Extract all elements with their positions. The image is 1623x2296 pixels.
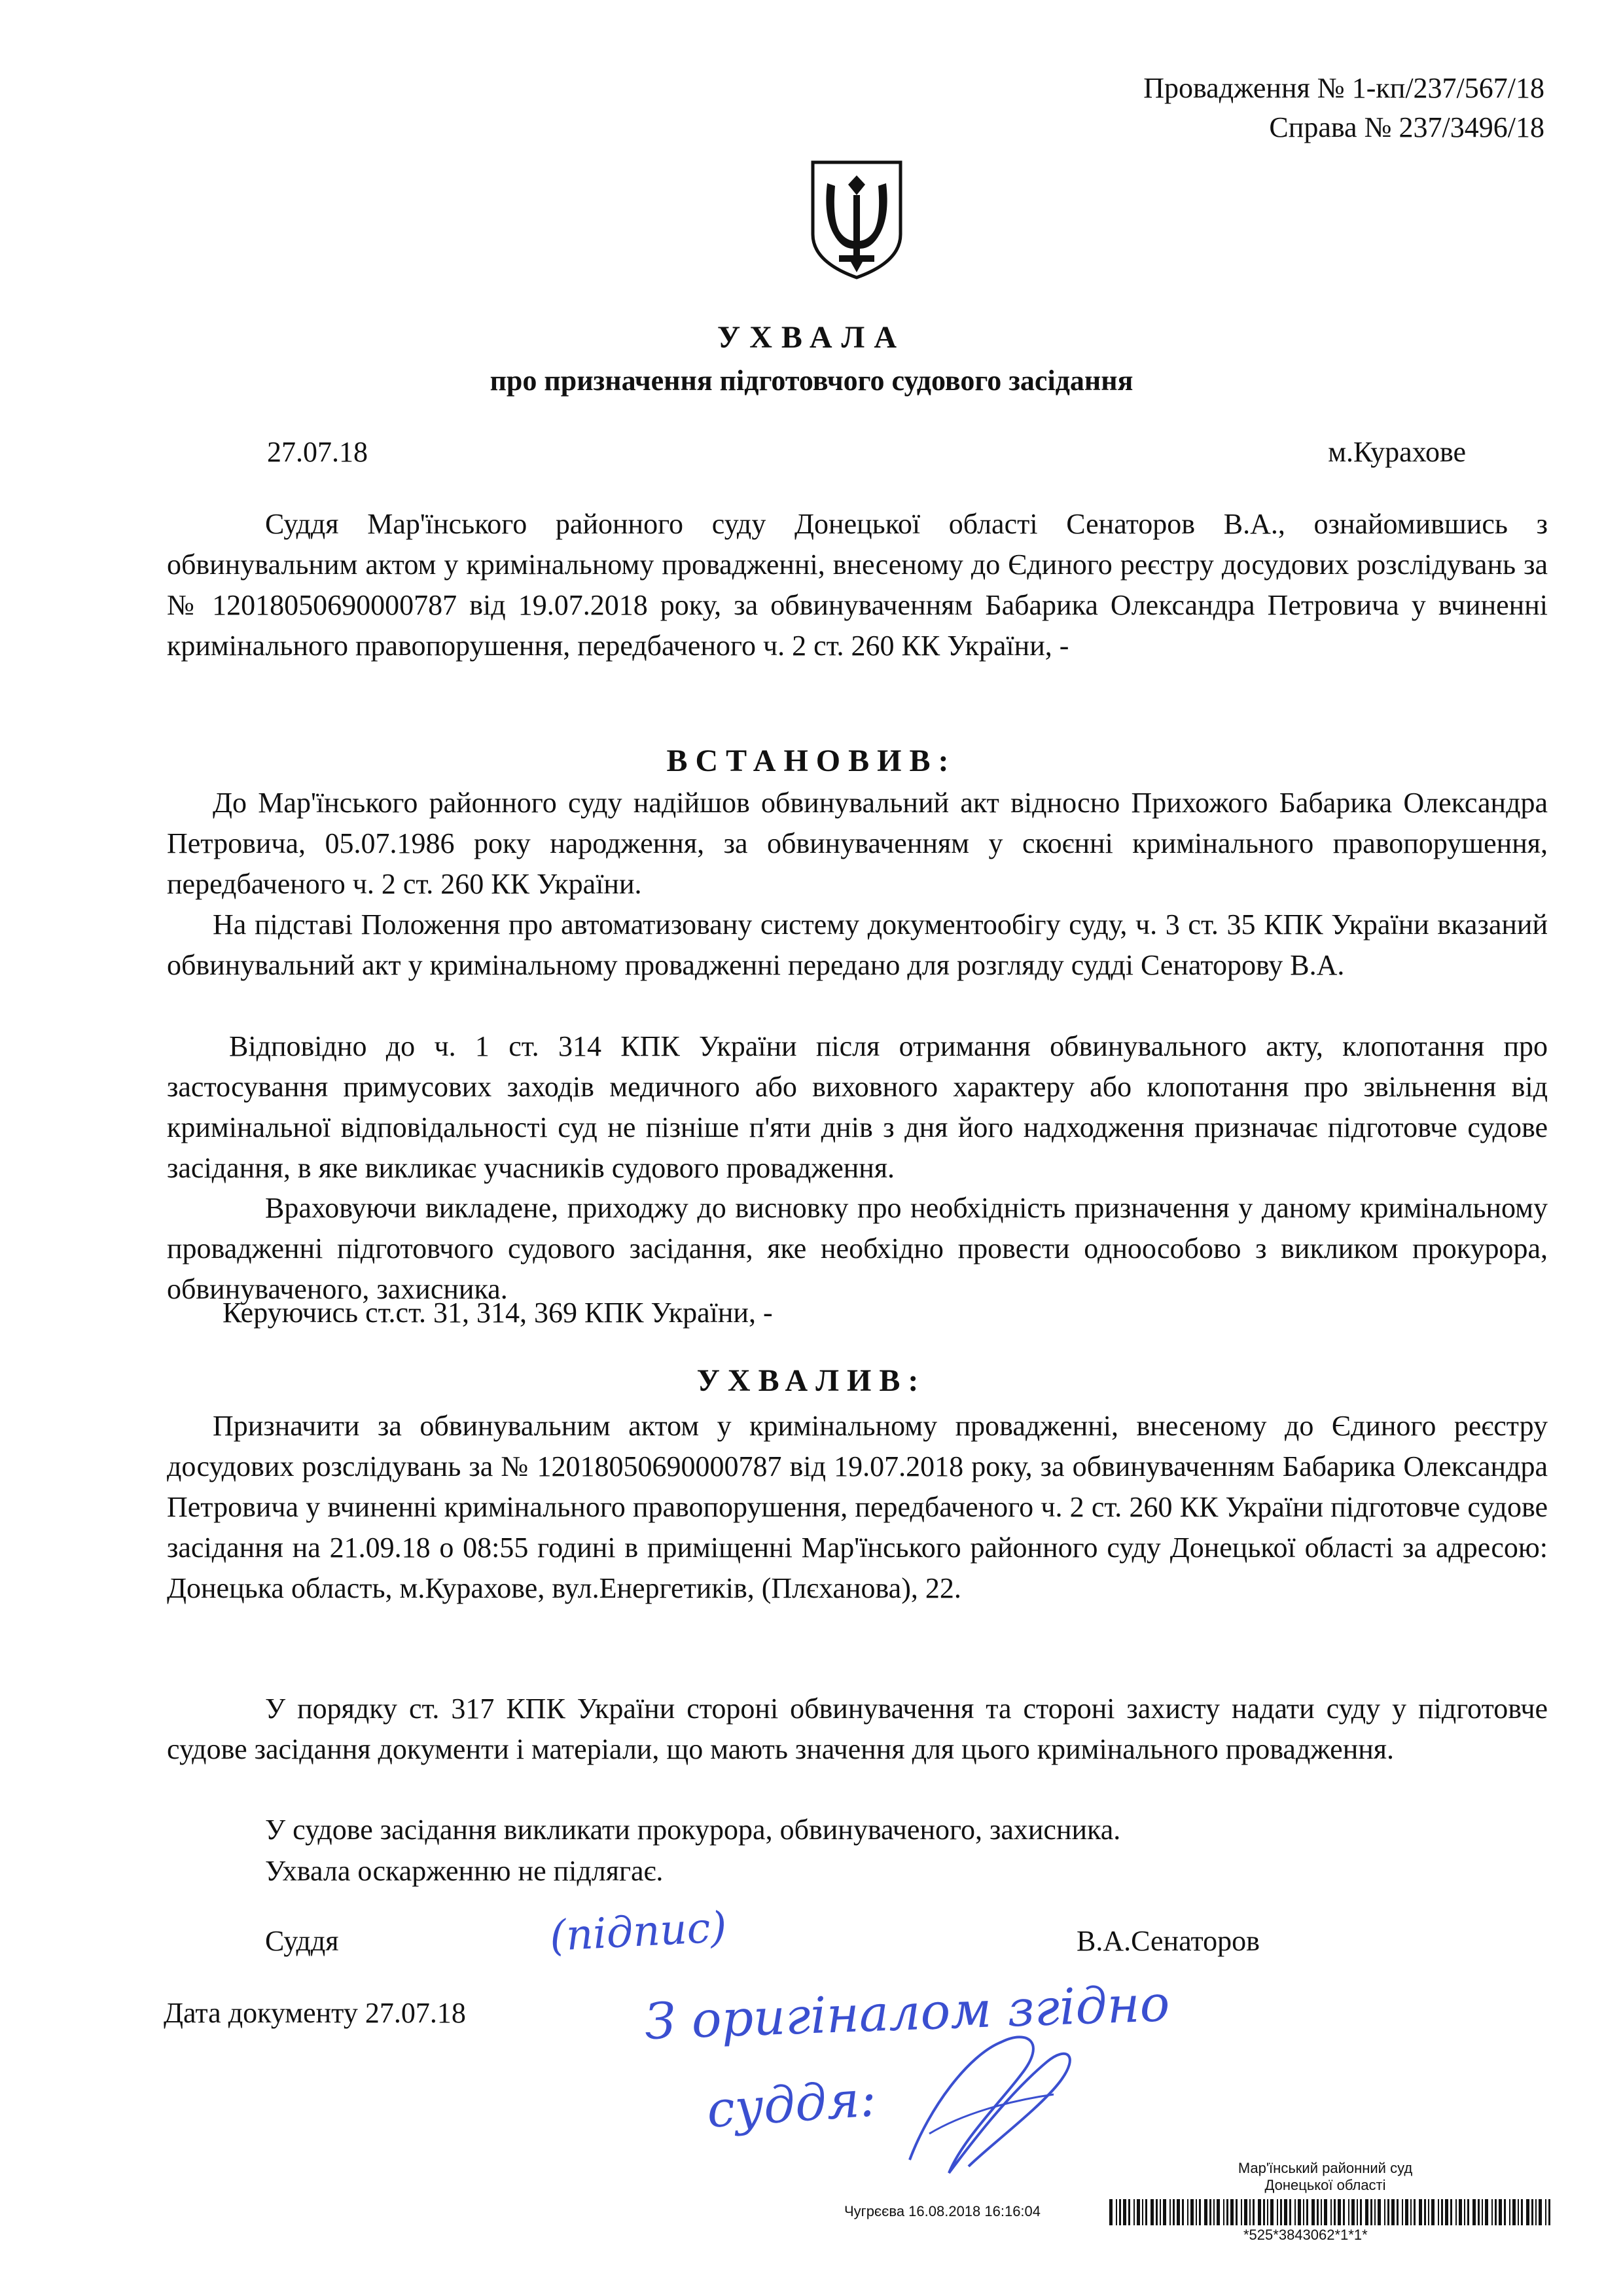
ruled-paragraph-4: Ухвала оскарженню не підлягає. bbox=[265, 1855, 664, 1887]
barcode-bar bbox=[1190, 2199, 1194, 2225]
ruled-paragraph-3: У судове засідання викликати прокурора, обвинуваченого, захисника. bbox=[265, 1814, 1121, 1846]
established-paragraph-2: На підставі Положення про автоматизовану систему документообігу суду, ч. 3 ст. 35 КПК України вказаний обвинувальний акт у кримінальному провадженні передано для розгляду судді Сенаторову В.А. bbox=[167, 908, 1548, 981]
barcode-bar bbox=[1495, 2199, 1497, 2225]
barcode-bar bbox=[1499, 2199, 1502, 2225]
established-paragraph-1: До Мар'їнського районного суду надійшов обвинувальний акт відносно Прихожого Бабарика Олександра Петровича, 05.07.1986 року народження, за обвинуваченням у скоєнні кримінального правопорушення, передбаченого ч. 2 ст. 260 КК України. bbox=[167, 787, 1548, 900]
barcode-bar bbox=[1491, 2199, 1493, 2225]
barcode-bar bbox=[1419, 2199, 1422, 2225]
barcode bbox=[1109, 2199, 1554, 2225]
ruled-paragraph-2: У порядку ст. 317 КПК України стороні обвинувачення та стороні захисту надати суду у підготовче судове засідання документи і матеріали, що мають значення для цього кримінального провадження. bbox=[167, 1693, 1548, 1765]
barcode-bar bbox=[1509, 2199, 1510, 2225]
barcode-bar bbox=[1512, 2199, 1516, 2225]
barcode-bar bbox=[1223, 2199, 1224, 2225]
barcode-bar bbox=[1374, 2199, 1376, 2225]
barcode-bar bbox=[1199, 2199, 1201, 2225]
barcode-bar bbox=[1357, 2199, 1358, 2225]
certification-handwritten: З оригіналом згідно bbox=[643, 1974, 1171, 2051]
document-references bbox=[1143, 69, 1544, 147]
barcode-bar bbox=[1213, 2199, 1215, 2225]
barcode-bar bbox=[1150, 2199, 1154, 2225]
barcode-bar bbox=[1284, 2199, 1287, 2225]
barcode-number: *525*3843062*1*1* bbox=[1243, 2227, 1368, 2243]
barcode-bar bbox=[1236, 2199, 1238, 2225]
barcode-bar bbox=[1267, 2199, 1268, 2225]
judge-name: В.А.Сенаторов bbox=[1077, 1925, 1260, 1957]
stamp-court-region: Донецької області bbox=[1264, 2177, 1386, 2193]
barcode-bar bbox=[1123, 2199, 1126, 2225]
barcode-bar bbox=[1160, 2199, 1161, 2225]
barcode-bar bbox=[1196, 2199, 1197, 2225]
barcode-bar bbox=[1521, 2199, 1523, 2225]
barcode-bar bbox=[1545, 2199, 1546, 2225]
barcode-bar bbox=[1298, 2199, 1301, 2225]
barcode-bar bbox=[1226, 2199, 1228, 2225]
barcode-bar bbox=[1348, 2199, 1349, 2225]
decision-place: м.Курахове bbox=[1328, 436, 1466, 468]
barcode-bar bbox=[1414, 2199, 1416, 2225]
barcode-bar bbox=[1504, 2199, 1506, 2225]
barcode-bar bbox=[1277, 2199, 1278, 2225]
barcode-bar bbox=[1438, 2199, 1439, 2225]
barcode-bar bbox=[1424, 2199, 1426, 2225]
handwritten-signature-note: (підпис) bbox=[548, 1903, 728, 1962]
barcode-bar bbox=[1402, 2199, 1403, 2225]
barcode-bar bbox=[1351, 2199, 1355, 2225]
barcode-bar bbox=[1253, 2199, 1255, 2225]
barcode-bar bbox=[1173, 2199, 1175, 2225]
barcode-bar bbox=[1187, 2199, 1188, 2225]
ruled-heading: УХВАЛИВ: bbox=[696, 1363, 927, 1398]
barcode-bar bbox=[1518, 2199, 1519, 2225]
barcode-bar bbox=[1428, 2199, 1429, 2225]
barcode-bar bbox=[1330, 2199, 1332, 2225]
barcode-bar bbox=[1478, 2199, 1480, 2225]
barcode-bar bbox=[1289, 2199, 1291, 2225]
judge-signature bbox=[890, 2016, 1086, 2186]
barcode-bar bbox=[1365, 2199, 1368, 2225]
barcode-bar bbox=[1109, 2199, 1113, 2225]
barcode-bar bbox=[1450, 2199, 1452, 2225]
barcode-bar bbox=[1431, 2199, 1435, 2225]
barcode-bar bbox=[1182, 2199, 1184, 2225]
barcode-bar bbox=[1263, 2199, 1265, 2225]
barcode-bar bbox=[1142, 2199, 1143, 2225]
barcode-bar bbox=[1156, 2199, 1158, 2225]
barcode-bar bbox=[1441, 2199, 1443, 2225]
barcode-bar bbox=[1303, 2199, 1304, 2225]
barcode-bar bbox=[1387, 2199, 1389, 2225]
barcode-bar bbox=[1378, 2199, 1381, 2225]
case-number: Справа № 237/3496/18 bbox=[1269, 111, 1544, 143]
barcode-bar bbox=[1324, 2199, 1327, 2225]
barcode-bar bbox=[1244, 2199, 1247, 2225]
trident-icon bbox=[808, 157, 906, 281]
barcode-bar bbox=[1169, 2199, 1171, 2225]
barcode-bar bbox=[1306, 2199, 1308, 2225]
barcode-bar bbox=[1128, 2199, 1130, 2225]
barcode-bar bbox=[1467, 2199, 1469, 2225]
barcode-bar bbox=[1258, 2199, 1261, 2225]
barcode-bar bbox=[1217, 2199, 1220, 2225]
barcode-bar bbox=[1133, 2199, 1135, 2225]
document-subtitle: про призначення підготовчого судового засідання bbox=[490, 365, 1133, 397]
barcode-bar bbox=[1391, 2199, 1395, 2225]
clerk-timestamp: Чугрєєва 16.08.2018 16:16:04 bbox=[844, 2203, 1041, 2219]
barcode-bar bbox=[1526, 2199, 1529, 2225]
intro-paragraph: Суддя Мар'їнського районного суду Донецької області Сенаторов В.А., ознайомившись з обвинувальним актом у кримінальному провадженні, внесеному до Єдиного реєстру досудових розслідувань за № 12018050690000787 від 19.07.2018 року, за обвинуваченням Бабарика Олександра Петровича у вчиненні кримінального правопорушення, передбаченого ч. 2 ст. 260 КК України, - bbox=[167, 508, 1548, 662]
stamp-court-name: Мар'їнський районний суд bbox=[1238, 2160, 1413, 2176]
barcode-bar bbox=[1472, 2199, 1476, 2225]
barcode-bar bbox=[1241, 2199, 1242, 2225]
barcode-bar bbox=[1334, 2199, 1336, 2225]
barcode-bar bbox=[1343, 2199, 1345, 2225]
established-paragraph-3: Відповідно до ч. 1 ст. 314 КПК України після отримання обвинувального акту, клопотання про застосування примусових заходів медичного або виховного характеру або клопотання про звільнення від кримінальної відповідальності суд не пізніше п'яти днів з дня його надходження призначає підготовче судове засідання, в яке викликає учасників судового провадження. bbox=[167, 1030, 1548, 1184]
barcode-bar bbox=[1539, 2199, 1542, 2225]
barcode-bar bbox=[1360, 2199, 1362, 2225]
barcode-bar bbox=[1116, 2199, 1117, 2225]
certification-judge-label: суддя: bbox=[705, 2069, 878, 2139]
decision-date: 27.07.18 bbox=[267, 436, 368, 468]
barcode-bar bbox=[1204, 2199, 1207, 2225]
court-stamp bbox=[1217, 2160, 1433, 2194]
signature-role: Суддя bbox=[265, 1925, 339, 1957]
barcode-bar bbox=[1317, 2199, 1319, 2225]
document-date: Дата документу 27.07.18 bbox=[164, 1997, 466, 2029]
barcode-bar bbox=[1531, 2199, 1533, 2225]
barcode-bar bbox=[1535, 2199, 1537, 2225]
barcode-bar bbox=[1145, 2199, 1147, 2225]
established-paragraph-5: Керуючись ст.ст. 31, 314, 369 КПК України, - bbox=[223, 1297, 773, 1329]
barcode-bar bbox=[1548, 2199, 1550, 2225]
barcode-bar bbox=[1280, 2199, 1282, 2225]
barcode-bar bbox=[1410, 2199, 1412, 2225]
barcode-bar bbox=[1311, 2199, 1315, 2225]
barcode-bar bbox=[1338, 2199, 1341, 2225]
ruled-paragraph-1: Призначити за обвинувальним актом у кримінальному провадженні, внесеному до Єдиного реєстру досудових розслідувань за № 12018050690000787 від 19.07.2018 року, за обвинуваченням Бабарика Олександра Петровича у вчиненні кримінального правопорушення, передбаченого ч. 2 ст. 260 КК України підготовче судове засідання на 21.09.18 о 08:55 годині в приміщенні Мар'їнського районного суду Донецької області за адресою: Донецька область, м.Курахове, вул.Енергетиків, (Плєханова), 22. bbox=[167, 1410, 1548, 1604]
barcode-bar bbox=[1455, 2199, 1457, 2225]
barcode-bar bbox=[1270, 2199, 1274, 2225]
barcode-bar bbox=[1230, 2199, 1234, 2225]
barcode-bar bbox=[1370, 2199, 1372, 2225]
barcode-bar bbox=[1405, 2199, 1408, 2225]
barcode-bar bbox=[1137, 2199, 1140, 2225]
barcode-bar bbox=[1485, 2199, 1488, 2225]
barcode-bar bbox=[1397, 2199, 1399, 2225]
barcode-bar bbox=[1321, 2199, 1322, 2225]
document-title: УХВАЛА bbox=[717, 320, 906, 355]
barcode-bar bbox=[1163, 2199, 1166, 2225]
barcode-bar bbox=[1459, 2199, 1462, 2225]
barcode-bar bbox=[1482, 2199, 1483, 2225]
barcode-bar bbox=[1445, 2199, 1448, 2225]
established-heading: ВСТАНОВИВ: bbox=[666, 744, 957, 778]
barcode-bar bbox=[1294, 2199, 1296, 2225]
proceeding-number: Провадження № 1-кп/237/567/18 bbox=[1143, 72, 1544, 104]
barcode-bar bbox=[1177, 2199, 1180, 2225]
barcode-bar bbox=[1119, 2199, 1121, 2225]
barcode-bar bbox=[1384, 2199, 1385, 2225]
barcode-bar bbox=[1249, 2199, 1251, 2225]
barcode-bar bbox=[1209, 2199, 1211, 2225]
established-paragraph-4: Враховуючи викладене, приходжу до висновку про необхідність призначення у даному кримінальному провадженні підготовчого судового засідання, яке необхідно провести одноособово з викликом прокурора, обвинуваченого, захисника. bbox=[167, 1192, 1548, 1305]
barcode-bar bbox=[1464, 2199, 1465, 2225]
